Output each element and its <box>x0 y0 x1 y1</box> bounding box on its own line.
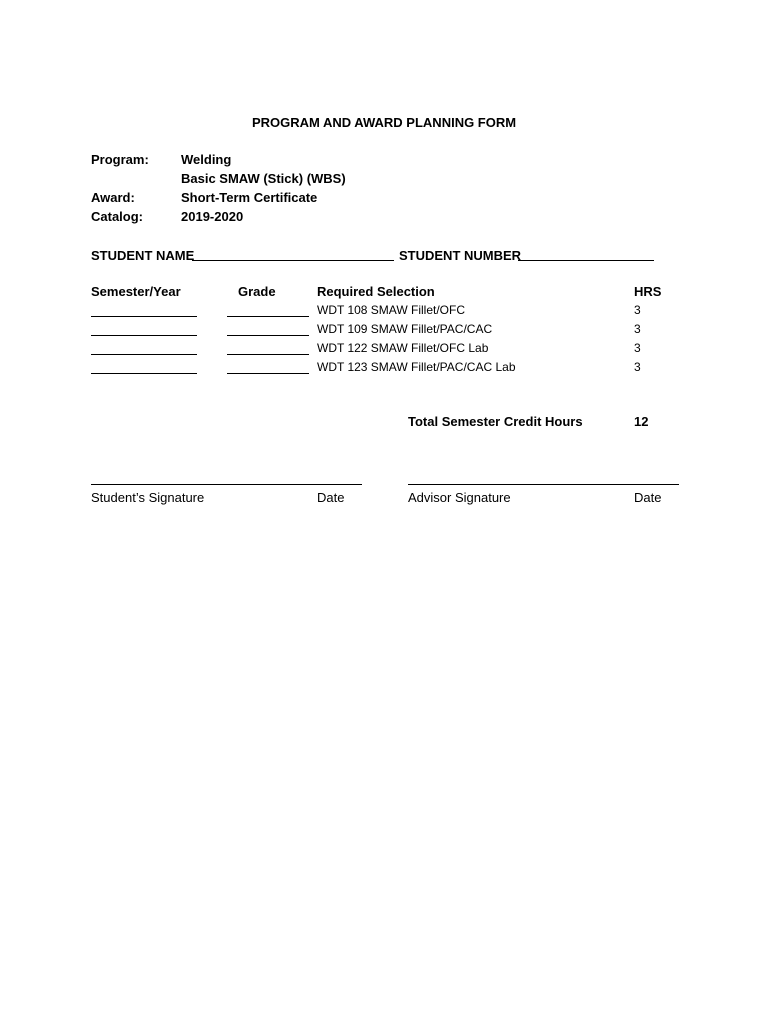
grade-field[interactable] <box>227 354 309 355</box>
student-name-label: STUDENT NAME <box>91 248 195 263</box>
grade-field[interactable] <box>227 335 309 336</box>
student-number-field[interactable] <box>518 260 654 261</box>
grade-field[interactable] <box>227 373 309 374</box>
program-label: Program: <box>91 152 149 167</box>
student-signature-line[interactable] <box>91 484 362 485</box>
catalog-value: 2019-2020 <box>181 209 244 224</box>
selection-header: Required Selection <box>317 284 435 299</box>
total-value: 12 <box>634 414 649 429</box>
course-label: WDT 108 SMAW Fillet/OFC <box>317 303 466 317</box>
grade-field[interactable] <box>227 316 309 317</box>
course-label: WDT 122 SMAW Fillet/OFC Lab <box>317 341 489 355</box>
course-hrs: 3 <box>634 322 641 336</box>
form-title: PROGRAM AND AWARD PLANNING FORM <box>252 115 517 130</box>
hrs-header: HRS <box>634 284 662 299</box>
catalog-label: Catalog: <box>91 209 143 224</box>
total-label: Total Semester Credit Hours <box>408 414 583 429</box>
semester-header: Semester/Year <box>91 284 181 299</box>
award-value: Short-Term Certificate <box>181 190 318 205</box>
award-label: Award: <box>91 190 135 205</box>
advisor-date-label: Date <box>634 490 662 505</box>
grade-header: Grade <box>238 284 276 299</box>
advisor-signature-line[interactable] <box>408 484 679 485</box>
course-hrs: 3 <box>634 341 641 355</box>
course-label: WDT 109 SMAW Fillet/PAC/CAC <box>317 322 493 336</box>
student-signature-label: Student’s Signature <box>91 490 205 505</box>
advisor-signature-label: Advisor Signature <box>408 490 511 505</box>
student-name-field[interactable] <box>192 260 394 261</box>
program-sub-value: Basic SMAW (Stick) (WBS) <box>181 171 346 186</box>
course-label: WDT 123 SMAW Fillet/PAC/CAC Lab <box>317 360 516 374</box>
course-hrs: 3 <box>634 360 641 374</box>
semester-field[interactable] <box>91 316 197 317</box>
semester-field[interactable] <box>91 354 197 355</box>
program-value: Welding <box>181 152 232 167</box>
semester-field[interactable] <box>91 373 197 374</box>
student-number-label: STUDENT NUMBER <box>399 248 522 263</box>
student-date-label: Date <box>317 490 345 505</box>
semester-field[interactable] <box>91 335 197 336</box>
course-hrs: 3 <box>634 303 641 317</box>
